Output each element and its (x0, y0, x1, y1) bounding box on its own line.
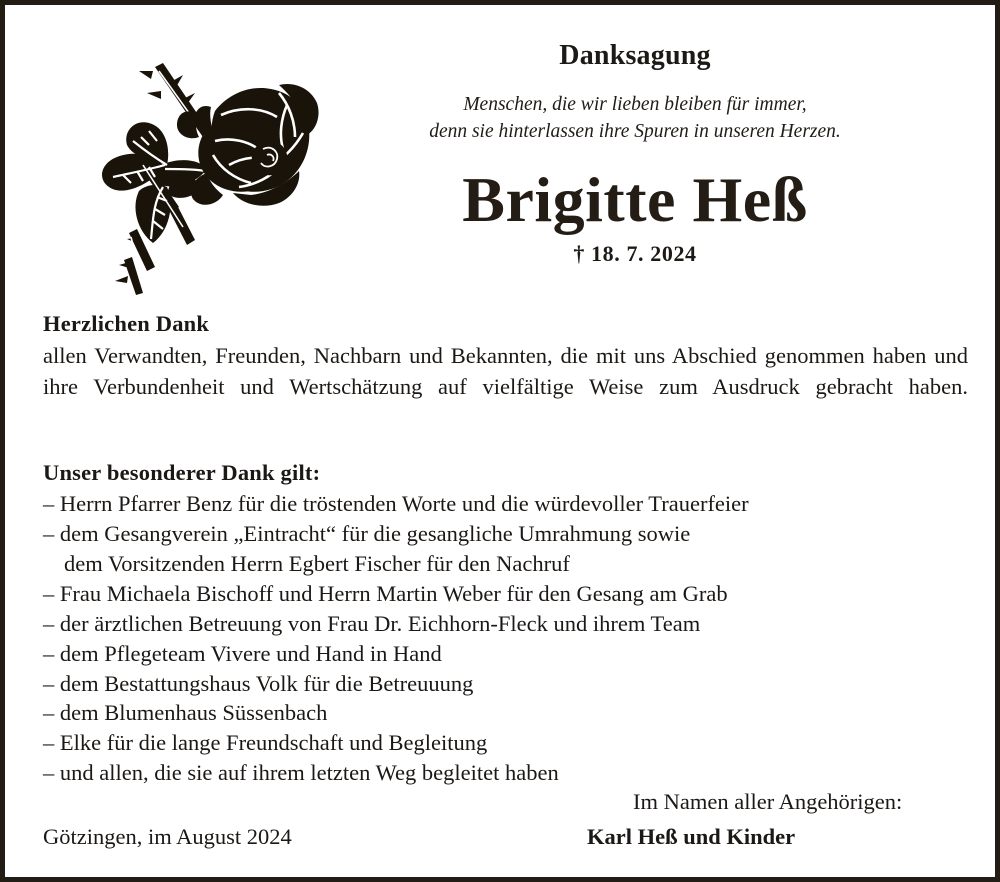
lead-heading: Herzlichen Dank (43, 311, 210, 336)
thanks-heading: Unser besonderer Dank gilt: (43, 459, 321, 485)
lead-paragraph: allen Verwandten, Freunden, Nachbarn und Bekannten, die mit uns Abschied genommen haben und ihre Verbundenheit und Wertschätzung auf vielfältige Weise zum Ausdruck gebracht haben. (43, 343, 968, 399)
family-label: Im Namen aller Angehörigen: (633, 789, 903, 814)
thanks-list-item: – Herrn Pfarrer Benz für die tröstenden Worte und die würdevoller Trauerfeier (43, 491, 749, 517)
thanks-list (43, 489, 968, 788)
header-block (305, 39, 965, 267)
thanks-list-item: – dem Blumenhaus Süssenbach (43, 700, 328, 726)
footer-row (43, 822, 959, 851)
place-and-date: Götzingen, im August 2024 (43, 824, 292, 850)
family-label-wrap (633, 787, 959, 816)
notice-inner (5, 5, 995, 877)
thanks-list-item: – und allen, die sie auf ihrem letzten Weg begleitet haben (43, 760, 559, 786)
thanks-list-item: – dem Pflegeteam Vivere und Hand in Hand (43, 640, 442, 666)
death-date: † 18. 7. 2024 (573, 241, 697, 267)
deceased-name: Brigitte Heß (462, 163, 808, 235)
thanks-list-item: – der ärztlichen Betreuung von Frau Dr. Eichhorn-Fleck und ihrem Team (43, 610, 701, 636)
thanks-list-item: – Elke für die lange Freundschaft und Begleitung (43, 730, 488, 756)
thanks-list-item: – dem Bestattungshaus Volk für die Betreuuung (43, 670, 474, 696)
memorial-verse (305, 91, 965, 146)
rose-illustration (83, 45, 323, 305)
thanks-list-item: – Frau Michaela Bischoff und Herrn Martin Weber für den Gesang am Grab (43, 580, 728, 606)
body-text (43, 310, 968, 788)
verse-line-1: Menschen, die wir lieben bleiben für immer, (463, 93, 807, 115)
thanks-list-item: – dem Gesangverein „Eintracht“ für die gesangliche Umrahmung sowie (43, 520, 691, 546)
rose-icon (83, 45, 323, 305)
family-name: Karl Heß und Kinder (587, 824, 796, 850)
page-title: Danksagung (559, 40, 711, 71)
thanks-list-item: dem Vorsitzenden Herrn Egbert Fischer für den Nachruf (64, 550, 570, 576)
verse-line-2: denn sie hinterlassen ihre Spuren in unseren Herzen. (429, 121, 841, 143)
footer-block (43, 787, 959, 852)
